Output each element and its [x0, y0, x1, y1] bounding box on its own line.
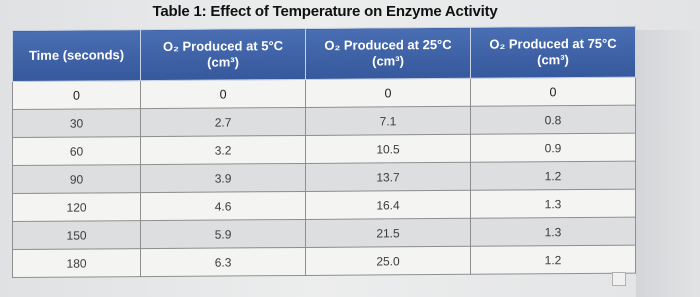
cell-5c: 0 [141, 79, 306, 108]
cell-time: 150 [13, 221, 141, 250]
table-row [13, 217, 636, 249]
header-5c [141, 28, 306, 80]
cell-time: 30 [13, 109, 141, 138]
cell-25c: 16.4 [306, 190, 471, 219]
cell-5c: 6.3 [141, 247, 306, 276]
cell-5c: 3.2 [141, 135, 306, 164]
enzyme-activity-table [12, 26, 636, 278]
cell-75c: 1.3 [471, 217, 636, 246]
cell-5c: 2.7 [141, 107, 306, 136]
cell-25c: 13.7 [306, 162, 471, 191]
cell-time: 0 [13, 81, 141, 110]
cell-25c: 0 [306, 78, 471, 107]
cell-5c: 5.9 [141, 219, 306, 248]
cell-75c: 0.8 [471, 105, 636, 134]
header-75c-unit: (cm³) [537, 52, 569, 68]
header-75c [471, 26, 636, 78]
table-row [13, 77, 636, 109]
table-row [13, 245, 636, 277]
header-time [13, 30, 141, 82]
cell-75c: 1.3 [471, 189, 636, 218]
cell-time: 120 [13, 193, 141, 222]
cell-25c: 10.5 [306, 134, 471, 163]
cell-5c: 4.6 [141, 191, 306, 220]
header-5c-label: O₂ Produced at 5°C [163, 38, 284, 54]
cell-75c: 1.2 [471, 245, 636, 274]
header-time-label: Time (seconds) [28, 47, 125, 63]
table-title: Table 1: Effect of Temperature on Enzyme Activity [152, 3, 498, 20]
cell-time: 60 [13, 137, 141, 166]
cell-25c: 21.5 [306, 218, 471, 247]
header-75c-label: O₂ Produced at 75°C [489, 35, 617, 52]
cell-time: 180 [13, 249, 141, 278]
header-25c [306, 27, 471, 79]
table-row [13, 133, 636, 165]
cell-75c: 1.2 [471, 161, 636, 190]
header-25c-label: O₂ Produced at 25°C [324, 36, 452, 53]
header-5c-unit: (cm³) [207, 54, 239, 70]
table-row [13, 189, 636, 221]
cell-25c: 25.0 [306, 246, 471, 275]
cell-75c: 0.9 [471, 133, 636, 162]
table-row [13, 161, 636, 193]
corner-square [612, 272, 626, 286]
header-25c-unit: (cm³) [372, 53, 404, 69]
cell-25c: 7.1 [306, 106, 471, 135]
page-edge-shadow [636, 30, 700, 297]
header-row [13, 26, 636, 81]
cell-5c: 3.9 [141, 163, 306, 192]
table-row [13, 105, 636, 137]
cell-75c: 0 [471, 77, 636, 106]
cell-time: 90 [13, 165, 141, 194]
